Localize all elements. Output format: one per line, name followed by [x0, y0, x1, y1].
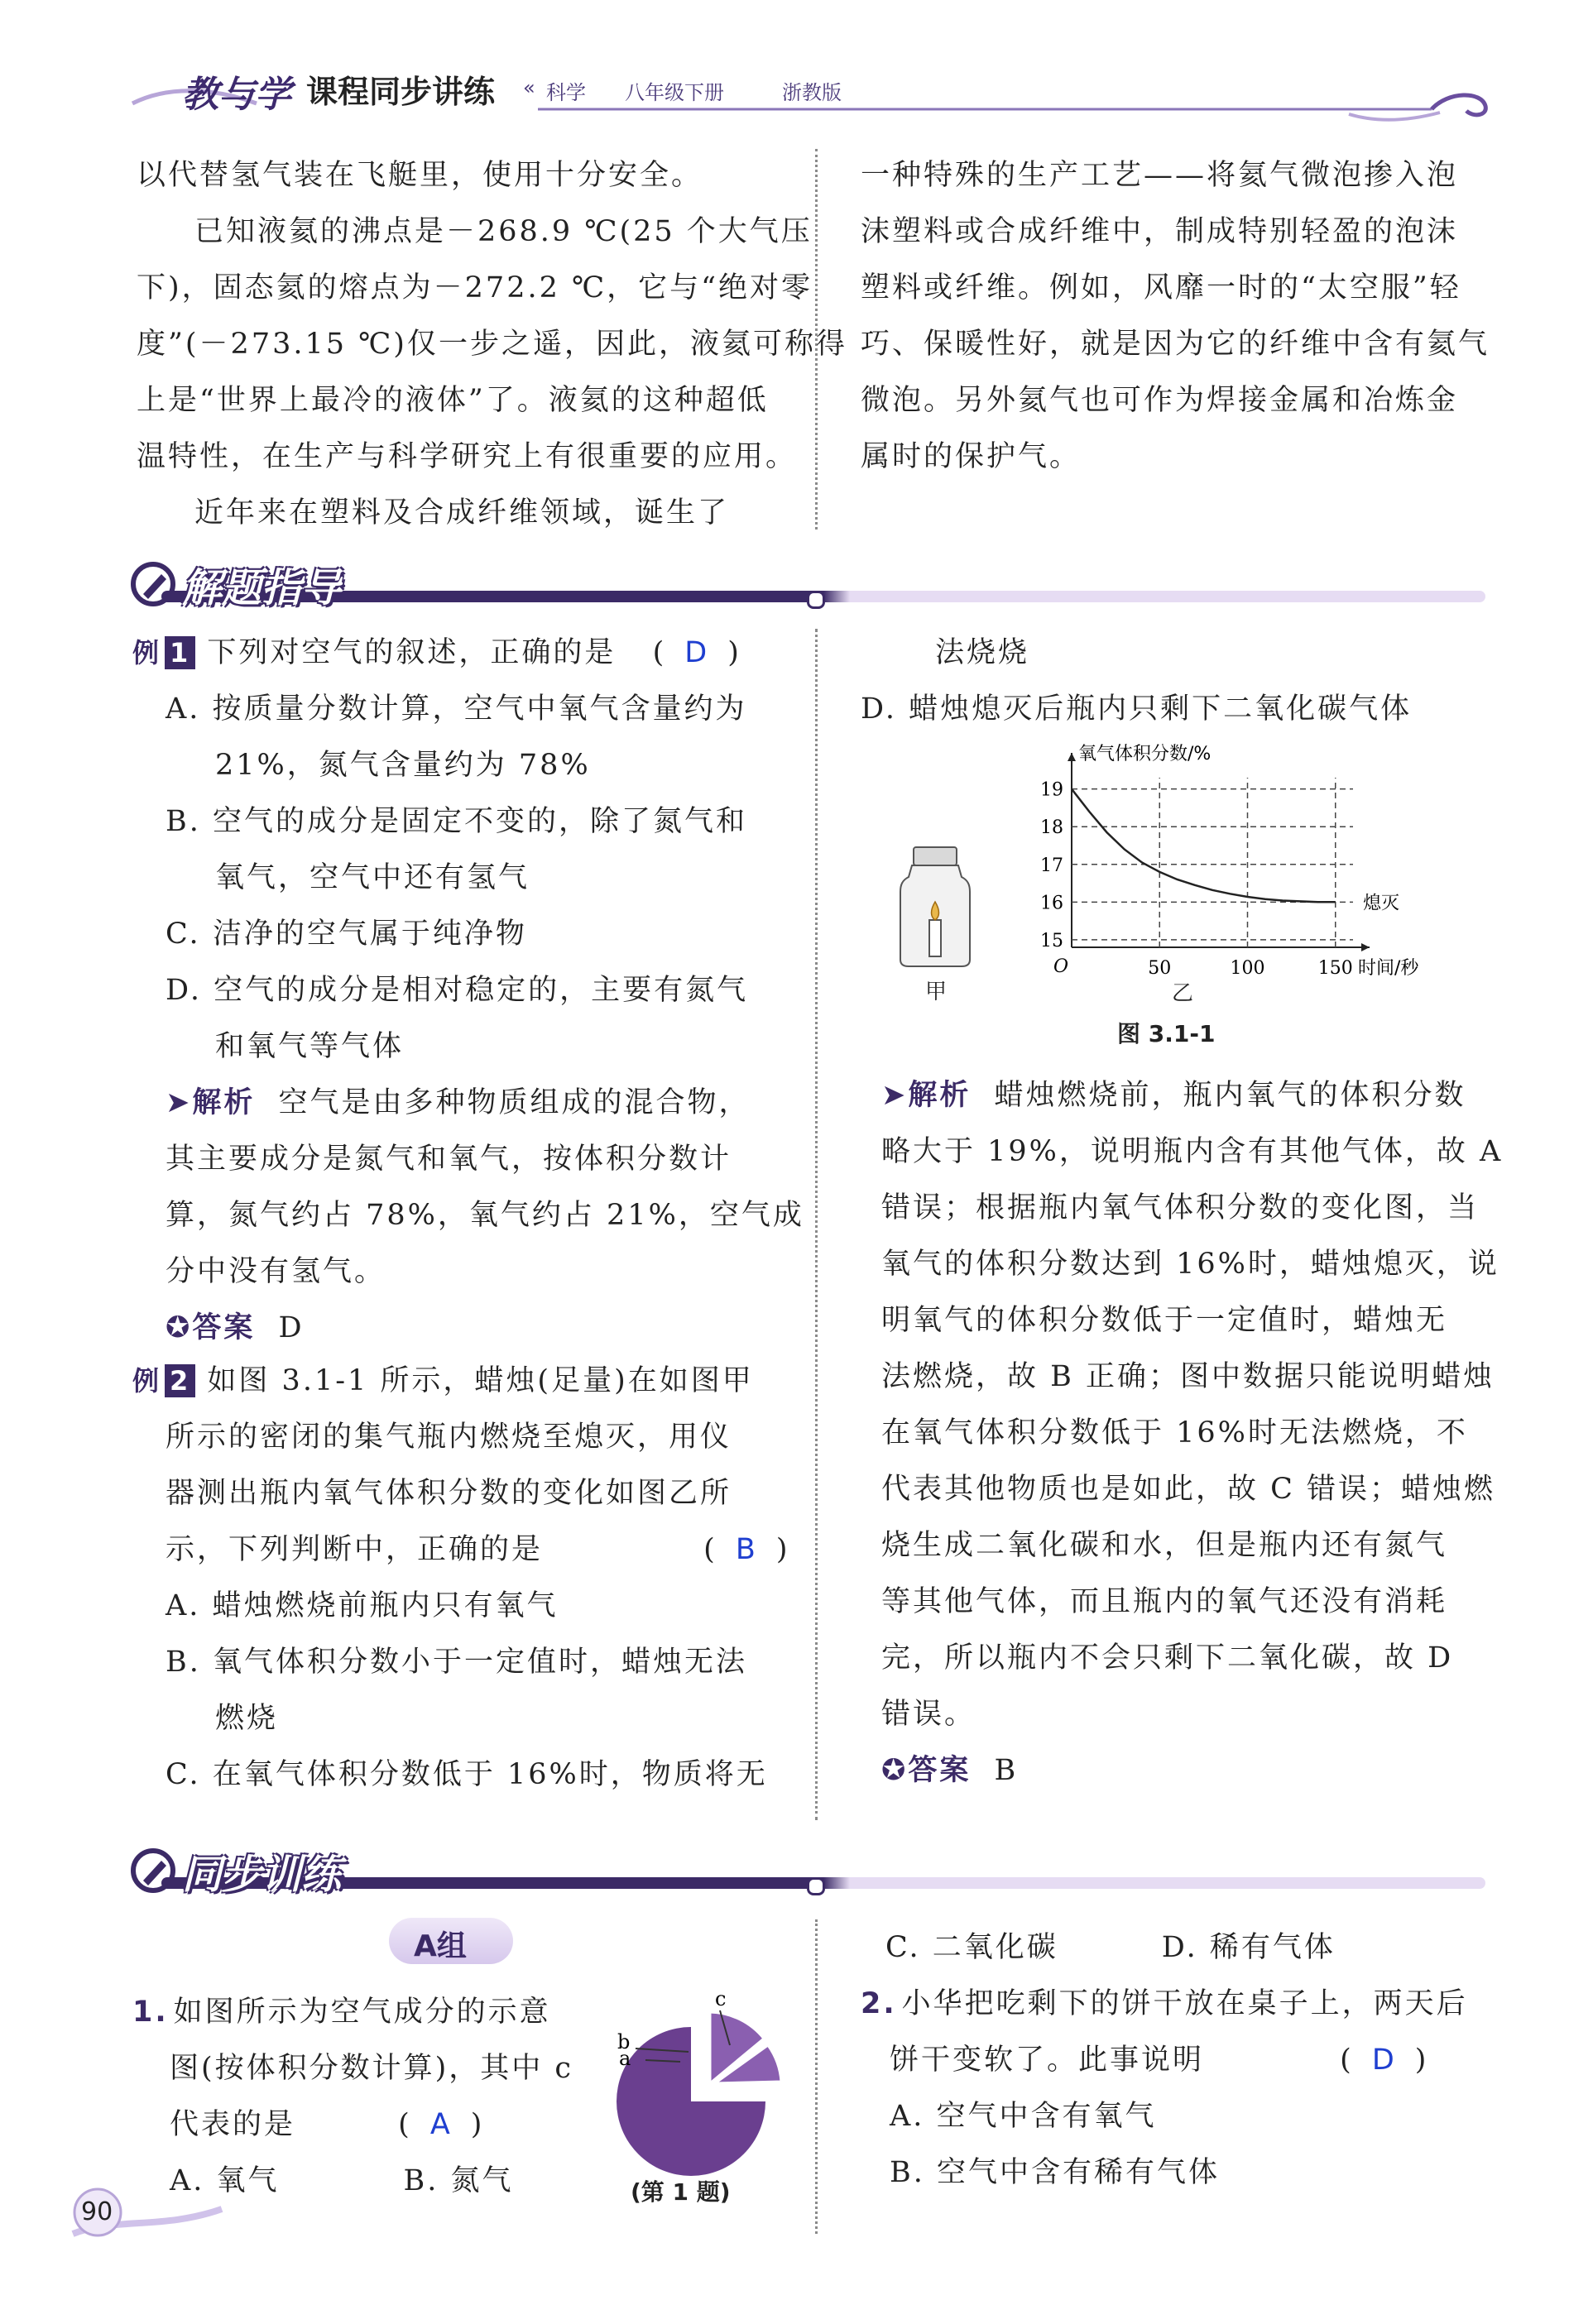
- figure-caption: 图 3.1-1: [1117, 1020, 1216, 1047]
- example-badge: 例 1: [132, 625, 195, 681]
- analysis-label: 解析: [908, 1079, 972, 1112]
- question-line: 图(按体积分数计算)，其中 c: [170, 2052, 574, 2085]
- y-axis-label: 氧气体积分数/%: [1078, 744, 1212, 764]
- x-axis-label: 时间/秒: [1358, 958, 1419, 979]
- oxygen-chart: [993, 736, 1490, 993]
- section-title: 同步训练: [182, 1852, 342, 1898]
- y-axis-arrow-icon: [1068, 753, 1076, 761]
- option-row: D. 蜡烛熄灭后瓶内只剩下二氧化碳气体: [861, 692, 1413, 726]
- section-title: 解题指导: [182, 565, 342, 611]
- answer-blank: D: [1371, 2044, 1397, 2077]
- star-icon: ✪: [166, 1311, 193, 1344]
- y-tick-label: 19: [1040, 779, 1063, 801]
- example-2: [132, 1353, 794, 1803]
- question-line: 器测出瓶内氧气体积分数的变化如图乙所: [166, 1477, 732, 1510]
- option-row: D. 空气的成分是相对稳定的，主要有氮气: [166, 974, 749, 1007]
- oxygen-series-line: [1072, 789, 1336, 903]
- edition-label: 浙教版: [782, 81, 842, 104]
- pie-label-a: a: [619, 2047, 631, 2070]
- group-badge: A组: [389, 1918, 513, 1964]
- y-tick-label: 18: [1040, 817, 1063, 839]
- question-line: 1. 如图所示为空气成分的示意: [132, 1996, 551, 2029]
- question-1: [132, 1984, 596, 2209]
- example-1: [132, 625, 804, 1356]
- analysis-line: 完，所以瓶内不会只剩下二氧化碳，故 D: [881, 1641, 1454, 1675]
- figure-3-1-1: [894, 736, 1490, 1051]
- analysis-line: 氧气的体积分数达到 16%时，蜡烛熄灭，说: [881, 1248, 1499, 1281]
- page-number-badge: [65, 2184, 230, 2242]
- analysis-line: 法燃烧，故 B 正确；图中数据只能说明蜡烛: [881, 1360, 1495, 1393]
- analysis-line: 烧生成二氧化碳和水，但是瓶内还有氮气: [881, 1529, 1448, 1562]
- option-row: A. 蜡烛燃烧前瓶内只有氧气: [166, 1589, 559, 1622]
- extinguish-annotation: 熄灭: [1363, 893, 1400, 914]
- y-tick-label: 17: [1040, 855, 1063, 876]
- analysis-line: 代表其他物质也是如此，故 C 错误；蜡烛燃: [881, 1473, 1496, 1506]
- option-row: C. 在氧气体积分数低于 16%时，物质将无: [166, 1758, 768, 1791]
- text-line: 属时的保护气。: [861, 440, 1082, 473]
- answer-label: 答案: [908, 1754, 972, 1787]
- text-line: 塑料或纤维。例如，风靡一时的“太空服”轻: [861, 271, 1461, 304]
- gas-jar-icon: [894, 844, 976, 968]
- question-line: 所示的密闭的集气瓶内燃烧至熄灭，用仪: [166, 1421, 732, 1454]
- analysis-line: 分中没有氢气。: [166, 1255, 386, 1288]
- option-row: 燃烧: [215, 1702, 279, 1735]
- option-row: A. 按质量分数计算，空气中氧气含量约为: [166, 692, 747, 726]
- analysis-line: 算，氮气约占 78%，氧气约占 21%，空气成: [166, 1199, 804, 1232]
- answer-line: ✪答案 D: [166, 1311, 305, 1344]
- chevron-right-icon: ➤: [166, 1086, 193, 1119]
- answer-blank: A: [429, 2108, 453, 2141]
- x-tick-label: 50: [1148, 958, 1172, 979]
- option-row: 氧气，空气中还有氢气: [215, 861, 530, 894]
- pie-label-c: c: [715, 1987, 727, 2010]
- label-jia: 甲: [925, 980, 948, 1004]
- text-line: 微泡。另外氦气也可作为焊接金属和冶炼金: [861, 384, 1459, 417]
- text-line: 温特性，在生产与科学研究上有很重要的应用。: [137, 440, 798, 473]
- analysis-line: 明氧气的体积分数低于一定值时，蜡烛无: [881, 1304, 1448, 1337]
- origin-label: O: [1053, 956, 1069, 977]
- example-2-question: 例 2 如图 3.1-1 所示，蜡烛(足量)在如图甲: [132, 1353, 794, 1409]
- question-line: 示，下列判断中，正确的是 ( B ): [166, 1533, 790, 1566]
- page-number: 90: [81, 2197, 113, 2226]
- section-banner-guide: [128, 554, 1502, 612]
- option-row: B. 氧气体积分数小于一定值时，蜡烛无法: [166, 1646, 748, 1679]
- chevron-left-icon: «: [523, 76, 535, 99]
- grade-label: 八年级下册: [625, 81, 724, 104]
- y-tick-label: 15: [1040, 930, 1063, 951]
- q1-figure-caption: (第 1 题): [631, 2178, 731, 2206]
- question-line: 饼干变软了。此事说明 ( D ): [890, 2044, 1429, 2077]
- star-icon: ✪: [881, 1754, 909, 1787]
- analysis-line: 等其他气体，而且瓶内的氧气还没有消耗: [881, 1585, 1448, 1618]
- option-row: C. 洁净的空气属于纯净物: [166, 918, 527, 951]
- pencil-icon: [128, 1846, 178, 1895]
- option-row: 和氧气等气体: [215, 1030, 405, 1063]
- top-left-column: [137, 147, 847, 541]
- column-divider-mid: [815, 629, 818, 1820]
- answer-blank: B: [735, 1533, 758, 1566]
- analysis-line: 错误。: [881, 1698, 976, 1731]
- text-line: 一种特殊的生产工艺——将氦气微泡掺入泡: [861, 159, 1459, 192]
- option-row: B. 空气中含有稀有气体: [890, 2156, 1220, 2189]
- option-row: C. 二氧化碳 D. 稀有气体: [885, 1931, 1336, 1964]
- page-header: [124, 58, 1498, 124]
- question-line: 2. 小华把吃剩下的饼干放在桌子上，两天后: [861, 1987, 1468, 2020]
- text-line: 沫塑料或合成纤维中，制成特别轻盈的泡沫: [861, 215, 1459, 248]
- text-line: 近年来在塑料及合成纤维领域，诞生了: [194, 496, 730, 529]
- analysis-line: ➤解析 空气是由多种物质组成的混合物，: [166, 1086, 751, 1119]
- pencil-icon: [128, 559, 178, 609]
- option-row: A. 氧气 B. 氮气: [170, 2164, 514, 2197]
- subject-label: 科学: [546, 81, 586, 104]
- option-continuation: 法烧烧: [935, 636, 1030, 669]
- analysis-line: 其主要成分是氮气和氧气，按体积分数计: [166, 1143, 732, 1176]
- text-line: 下)，固态氦的熔点为－272.2 ℃，它与“绝对零: [137, 271, 813, 304]
- option-row: B. 空气的成分是固定不变的，除了氮气和: [166, 805, 748, 838]
- series-title: 课程同步讲练: [306, 74, 496, 110]
- section-banner-practice: [128, 1841, 1502, 1899]
- example-2-right: [861, 625, 1506, 737]
- example-2-analysis: [881, 1067, 1510, 1799]
- analysis-line: 错误；根据瓶内氧气体积分数的变化图，当: [881, 1191, 1480, 1224]
- example-1-question: 例 1 下列对空气的叙述，正确的是 ( D ): [132, 625, 794, 681]
- top-right-column: [861, 147, 1506, 485]
- y-tick-label: 16: [1040, 893, 1063, 914]
- text-line: 度”(－273.15 ℃)仅一步之遥，因此，液氦可称得: [137, 328, 847, 361]
- text-line: 以代替氢气装在飞艇里，使用十分安全。: [137, 159, 703, 192]
- analysis-line: ➤解析 蜡烛燃烧前，瓶内氧气的体积分数: [881, 1079, 1466, 1112]
- pie-label-b: b: [617, 2030, 631, 2053]
- answer-label: 答案: [192, 1311, 256, 1344]
- example-badge: 例 2: [132, 1353, 195, 1409]
- label-yi: 乙: [1172, 981, 1194, 1006]
- x-tick-label: 100: [1230, 958, 1265, 979]
- question-line: 代表的是 ( A ): [170, 2108, 485, 2141]
- x-tick-label: 150: [1317, 958, 1353, 979]
- analysis-label: 解析: [192, 1086, 256, 1119]
- analysis-line: 略大于 19%，说明瓶内含有其他气体，故 A: [881, 1135, 1504, 1168]
- text-line: 上是“世界上最冷的液体”了。液氦的这种超低: [137, 384, 769, 417]
- question-2: [861, 1919, 1506, 2201]
- answer-blank: D: [684, 636, 710, 669]
- answer-line: ✪答案 B: [881, 1754, 1019, 1787]
- analysis-line: 在氧气体积分数低于 16%时无法燃烧，不: [881, 1416, 1468, 1450]
- text-line: 巧、保暖性好，就是因为它的纤维中含有氦气: [861, 328, 1490, 361]
- x-axis-arrow-icon: [1361, 943, 1370, 951]
- option-row: A. 空气中含有氧气: [890, 2100, 1157, 2133]
- brand-logo: 教与学: [182, 74, 291, 116]
- column-divider-bottom: [815, 1919, 818, 2234]
- option-row: 21%，氮气含量约为 78%: [215, 749, 591, 782]
- air-composition-pie: [596, 1969, 786, 2184]
- text-line: 已知液氦的沸点是－268.9 ℃(25 个大气压: [194, 215, 813, 248]
- chevron-right-icon: ➤: [881, 1079, 909, 1112]
